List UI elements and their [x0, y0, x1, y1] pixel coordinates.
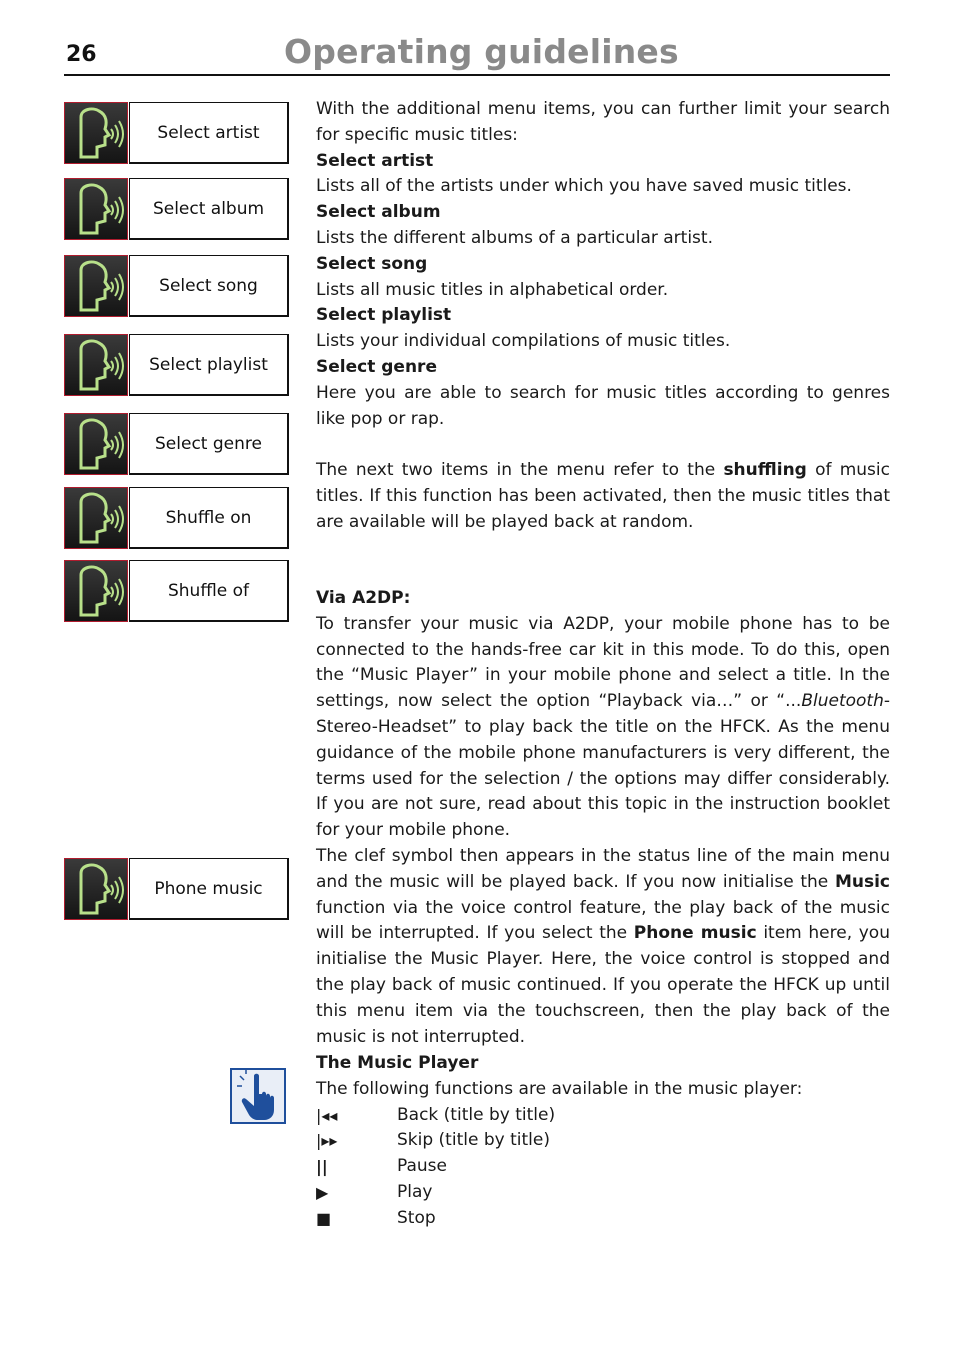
a2dp-heading: Via A2DP: — [316, 588, 411, 608]
menu-item-label: Shuffle on — [129, 487, 289, 549]
page-title: Operating guidelines — [284, 32, 679, 71]
function-label: Back (title by title) — [397, 1104, 556, 1125]
definition-desc: Lists your individual compilations of music titles. — [316, 331, 731, 352]
function-row-stop — [316, 1206, 890, 1232]
voice-head-icon — [64, 487, 128, 549]
menu-item-label: Select genre — [129, 413, 289, 475]
pointing-hand-icon — [230, 1068, 286, 1124]
intro-paragraph: With the additional menu items, you can further limit your search for specific music titles: — [316, 99, 890, 145]
shuffle-paragraph — [316, 458, 890, 535]
menu-item-label: Select artist — [129, 102, 289, 164]
definition-desc: Lists the different albums of a particular artist. — [316, 227, 713, 248]
menu-item-select-album — [64, 178, 290, 242]
shuffle-text-2: of music titles. If this function has been activated, then the music titles that are available will be played back at random. — [316, 460, 890, 532]
menu-item-select-genre — [64, 413, 290, 477]
function-row-skip — [316, 1128, 890, 1154]
menu-item-select-song — [64, 255, 290, 319]
definition-term: Select playlist — [316, 305, 452, 326]
a2dp-section — [316, 586, 890, 844]
definition-term: Select artist — [316, 150, 434, 171]
voice-head-icon — [64, 413, 128, 475]
function-label: Pause — [397, 1156, 447, 1177]
menu-item-select-playlist — [64, 334, 290, 398]
definition-term: Select album — [316, 202, 441, 223]
function-label: Skip (title by title) — [397, 1130, 550, 1151]
a2dp-text-1: To transfer your music via A2DP, your mobile phone has to be connected to the hands-free car kit in this mode. To do this, open the “Music Player” in your mobile phone and select a title. In the settings, now select the option “Playback via…” or “... — [316, 613, 890, 712]
function-label: Play — [397, 1181, 433, 1202]
play-icon: ▶ — [316, 1182, 329, 1202]
definition-desc: Lists all music titles in alphabetical order. — [316, 279, 669, 300]
pause-icon: || — [316, 1157, 328, 1177]
clef-bold-music: Music — [834, 871, 890, 892]
definitions-section — [316, 97, 890, 432]
music-player-section — [316, 1051, 890, 1232]
stop-icon: ■ — [316, 1208, 332, 1228]
menu-item-label: Select playlist — [129, 334, 289, 396]
function-row-back — [316, 1103, 890, 1129]
definition-term: Select genre — [316, 356, 437, 377]
page-header — [64, 30, 890, 76]
menu-item-phone-music — [64, 858, 290, 922]
definition-desc: Here you are able to search for music titles according to genres like pop or rap. — [316, 382, 890, 429]
function-row-play — [316, 1180, 890, 1206]
voice-head-icon — [64, 102, 128, 164]
menu-item-label: Phone music — [129, 858, 289, 920]
clef-text-2: function via the voice control feature, the play back of the music will be interrupted. If you select the — [316, 897, 890, 944]
menu-item-select-artist — [64, 102, 290, 166]
menu-item-label: Shuffle of — [129, 560, 289, 622]
back-icon: |◂◂ — [316, 1105, 338, 1125]
voice-head-icon — [64, 560, 128, 622]
function-row-pause — [316, 1154, 890, 1180]
music-player-intro: The following functions are available in the music player: — [316, 1078, 803, 1099]
clef-paragraph — [316, 844, 890, 1050]
clef-text-1: The clef symbol then appears in the status line of the main menu and the music will be played back. If you now initialise the — [316, 846, 890, 892]
shuffle-bold: shuffling — [723, 460, 807, 480]
music-player-heading: The Music Player — [316, 1053, 479, 1073]
definition-desc: Lists all of the artists under which you have saved music titles. — [316, 176, 852, 197]
menu-item-label: Select album — [129, 178, 289, 240]
page-number: 26 — [66, 42, 97, 67]
definition-term: Select song — [316, 253, 428, 274]
a2dp-text-2: -Stereo-Headset” to play back the title on the HFCK. As the menu guidance of the mobile phone manufacturers is very different, the terms used for the selection / the options may differ considerably. If you are not sure, read about this topic in the instruction booklet for your mobile phone. — [316, 691, 890, 841]
voice-head-icon — [64, 334, 128, 396]
menu-item-shuffle-on — [64, 487, 290, 551]
function-label: Stop — [397, 1207, 436, 1228]
clef-bold-phone-music: Phone music — [633, 923, 757, 944]
voice-head-icon — [64, 255, 128, 317]
voice-head-icon — [64, 858, 128, 920]
clef-text-3: item here, you initialise the Music Player. Here, the voice control is stopped and the play back of music continued. If you operate the HFCK up until this menu item via the touchscreen, then the play back of the music is not interrupted. — [316, 923, 890, 1047]
menu-item-label: Select song — [129, 255, 289, 317]
skip-icon: |▸▸ — [316, 1131, 338, 1151]
menu-item-shuffle-of — [64, 560, 290, 624]
shuffle-text-1: The next two items in the menu refer to the — [316, 460, 724, 480]
a2dp-italic: Bluetooth — [801, 691, 884, 712]
voice-head-icon — [64, 178, 128, 240]
